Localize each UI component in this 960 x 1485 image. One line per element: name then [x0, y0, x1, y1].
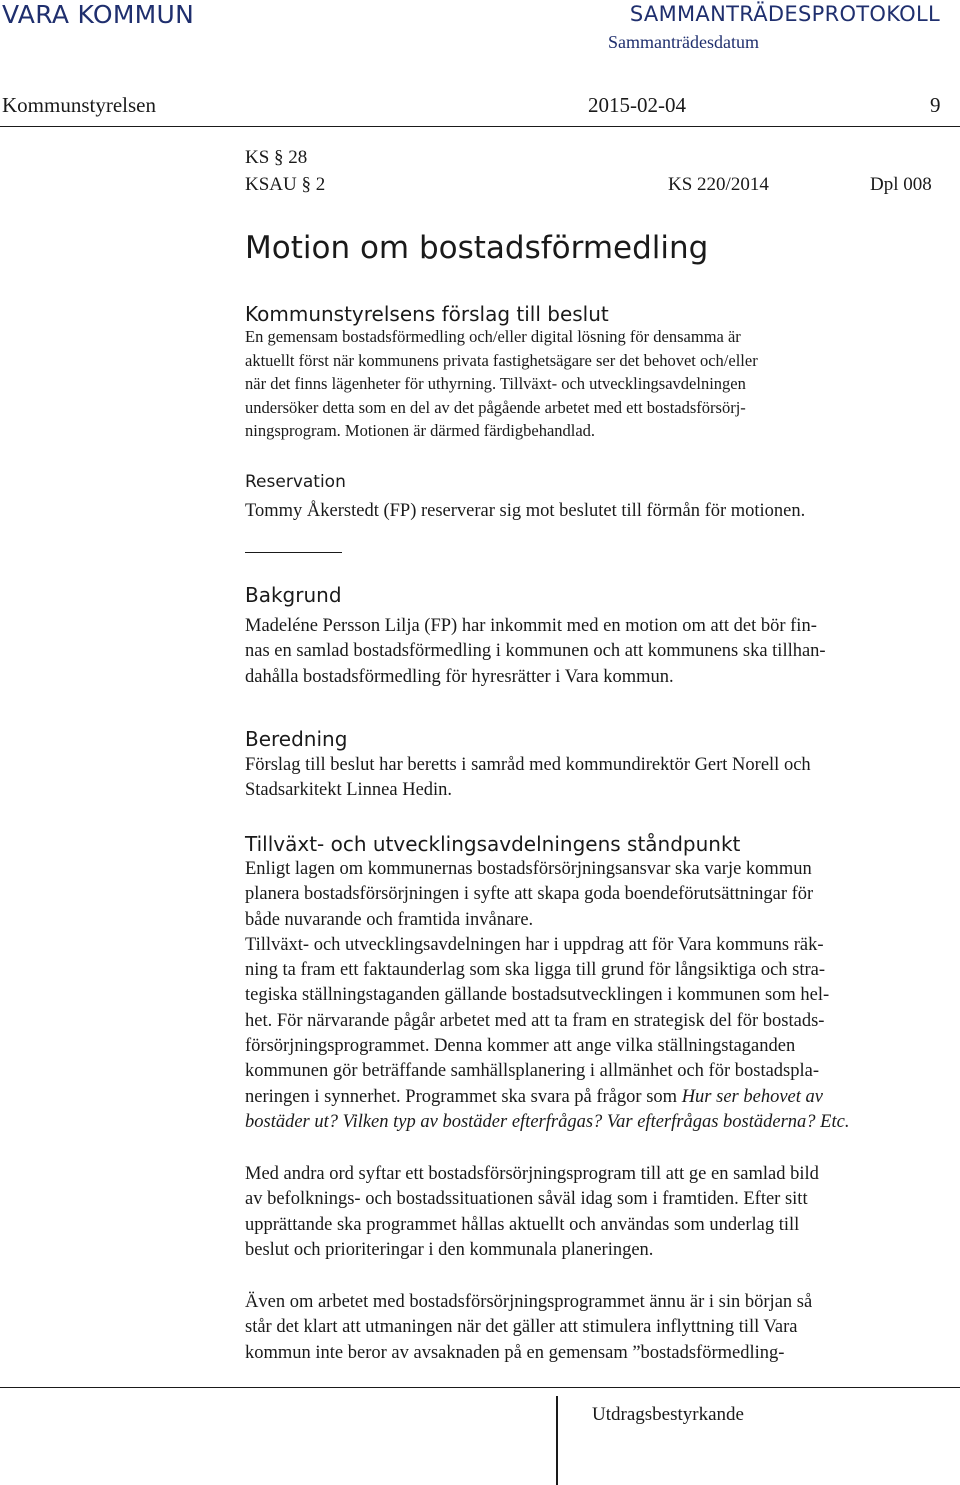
text-line: kommun inte beror av avsaknaden på en gemensam ”bostadsförmedling-: [245, 1342, 785, 1363]
meeting-date-label: Sammanträdesdatum: [608, 32, 759, 52]
text-line: undersöker detta som en del av det pågående arbetet med ett bostadsförsörj-: [245, 397, 746, 417]
text-line: [245, 1085, 849, 1110]
text-line: En gemensam bostadsförmedling och/eller digital lösning för densamma är: [245, 327, 741, 346]
page-number: 9: [930, 93, 941, 117]
italic-question: Hur ser behovet av: [681, 1086, 823, 1107]
signature-box-left: [556, 1396, 558, 1485]
text-line: Stadsarkitekt Linnea Hedin.: [245, 780, 453, 801]
text-line: Madeléne Persson Lilja (FP) har inkommit med en motion om att det bör fin-: [245, 616, 817, 636]
text-line: Tillväxt- och utvecklingsavdelningen har i uppdrag att för Vara kommuns räk-: [245, 934, 824, 955]
position-para3: [245, 1162, 819, 1263]
text-line: kommunen gör beträffande samhällsplanering i allmänhet och för bostadspla-: [245, 1061, 820, 1082]
text-line: dahålla bostadsförmedling för hyresrätter i Vara kommun.: [245, 666, 674, 687]
text-line: försörjningsprogrammet. Denna kommer att ange vilka ställningstaganden: [245, 1036, 796, 1057]
text-span: neringen i synnerhet. Programmet ska svara på frågor som: [245, 1086, 682, 1107]
italic-question: bostäder ut? Vilken typ av bostäder efterfrågas? Var efterfrågas bostäderna? Etc.: [245, 1111, 850, 1132]
text-line: nas en samlad bostadsförmedling i kommunen och att kommunens ska tillhan-: [245, 641, 826, 662]
text-line: av befolknings- och bostadssituationen såväl idag som i framtiden. Efter sitt: [245, 1189, 808, 1210]
text-line: planera bostadsförsörjningen i syfte att skapa goda boendeförutsättningar för: [245, 884, 814, 905]
section-divider: [245, 552, 342, 553]
text-line: ningsprogram. Motionen är därmed färdigbehandlad.: [245, 421, 596, 441]
text-line: tegiska ställningstaganden gällande bostadsutvecklingen i kommunen som hel-: [245, 985, 830, 1006]
text-line: Tommy Åkerstedt (FP) reserverar sig mot beslutet till förmån för motionen.: [245, 501, 806, 521]
meeting-date: 2015-02-04: [588, 93, 686, 117]
text-line: Med andra ord syftar ett bostadsförsörjningsprogram till att ge en samlad bild: [245, 1164, 819, 1184]
case-number: KS 220/2014: [668, 174, 769, 195]
certification-label: Utdragsbestyrkande: [592, 1404, 744, 1425]
text-line: aktuellt först när kommunens privata fastighetsägare ser det behovet och/eller: [245, 350, 758, 370]
text-line: upprättande ska programmet hållas aktuellt och användas som underlag till: [245, 1214, 800, 1235]
ks-paragraph-ref: KS § 28: [245, 147, 308, 168]
text-line: het. För närvarande pågår arbetet med att ta fram en strategisk del för bostads-: [245, 1010, 825, 1031]
position-heading: Tillväxt- och utvecklingsavdelningens ståndpunkt: [245, 832, 741, 856]
text-line: både nuvarande och framtida invånare.: [245, 909, 534, 930]
footer-divider: [0, 1387, 960, 1388]
page-title: Motion om bostadsförmedling: [245, 230, 709, 266]
dpl-number: Dpl 008: [870, 174, 932, 195]
ksau-paragraph-ref: KSAU § 2: [245, 174, 326, 195]
text-line: beslut och prioriteringar i den kommunala planeringen.: [245, 1239, 654, 1260]
position-text: [245, 857, 849, 1135]
preparation-heading: Beredning: [245, 727, 348, 751]
header-divider: [0, 126, 960, 127]
text-line: står det klart att utmaningen när det gäller att stimulera inflyttning till Vara: [245, 1317, 798, 1338]
reservation-heading: Reservation: [245, 472, 346, 492]
document-type: SAMMANTRÄDESPROTOKOLL: [629, 2, 940, 26]
background-text: [245, 614, 826, 690]
text-line: ning ta fram ett faktaunderlag som ska ligga till grund för långsiktiga och stra-: [245, 960, 826, 981]
preparation-text: [245, 753, 811, 804]
text-line: när det finns lägenheter för uthyrning. Tillväxt- och utvecklingsavdelningen: [245, 374, 746, 394]
text-line: Även om arbetet med bostadsförsörjningsprogrammet ännu är i sin början så: [245, 1292, 813, 1312]
proposal-text: [245, 325, 758, 443]
proposal-heading: Kommunstyrelsens förslag till beslut: [245, 302, 609, 326]
committee-name: Kommunstyrelsen: [2, 93, 156, 117]
municipality-name: VARA KOMMUN: [2, 0, 195, 29]
text-line: Enligt lagen om kommunernas bostadsförsörjningsansvar ska varje kommun: [245, 859, 812, 879]
position-para4: [245, 1290, 812, 1366]
reservation-text: [245, 499, 805, 524]
text-line: Förslag till beslut har beretts i samråd med kommundirektör Gert Norell och: [245, 755, 811, 775]
text-line: [245, 1110, 849, 1135]
background-heading: Bakgrund: [245, 583, 342, 607]
